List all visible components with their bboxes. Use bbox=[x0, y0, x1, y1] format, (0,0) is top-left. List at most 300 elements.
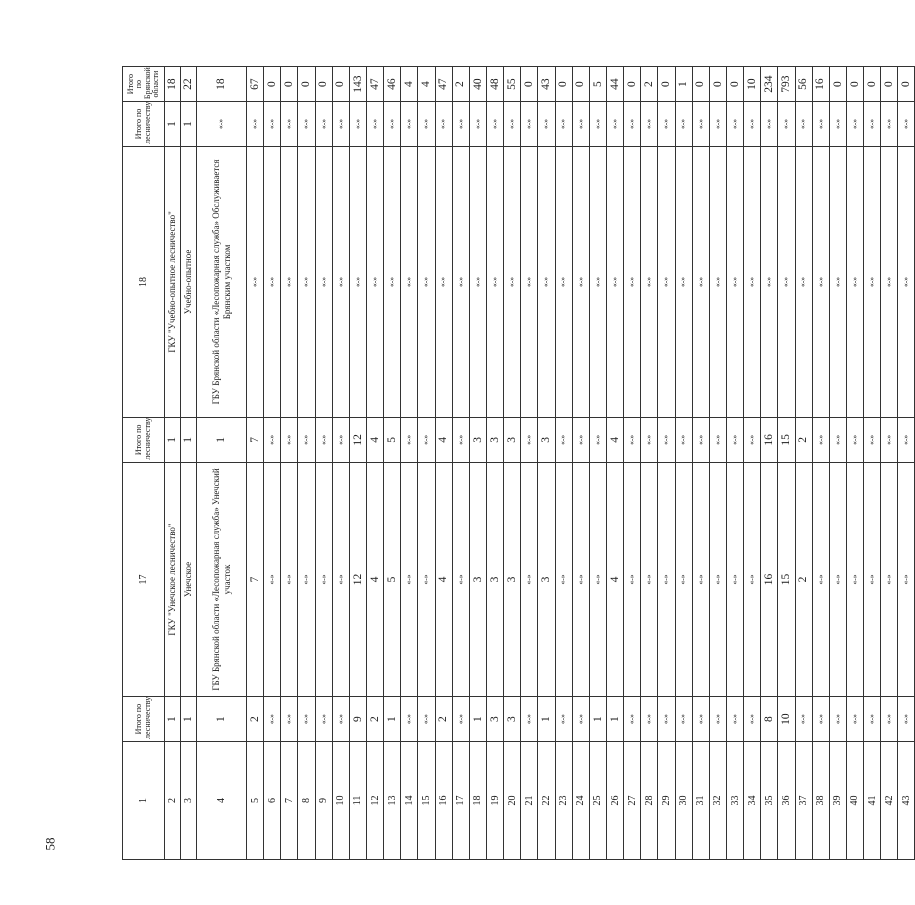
header-col-17: 17 bbox=[123, 462, 165, 697]
cell-b: «-» bbox=[812, 462, 829, 697]
table-row bbox=[606, 67, 623, 860]
cell-e: «-» bbox=[641, 102, 658, 147]
cell-n: 31 bbox=[692, 741, 709, 859]
cell-d: «-» bbox=[264, 146, 281, 417]
cell-f: 0 bbox=[709, 67, 726, 102]
cell-a: 10 bbox=[778, 697, 795, 742]
cell-d: «-» bbox=[366, 146, 383, 417]
cell-f: 67 bbox=[247, 67, 264, 102]
cell-e: «-» bbox=[486, 102, 503, 147]
cell-f: 18 bbox=[197, 67, 247, 102]
cell-d: «-» bbox=[435, 146, 452, 417]
cell-b: «-» bbox=[452, 462, 469, 697]
cell-e: 1 bbox=[181, 102, 197, 147]
cell-c: «-» bbox=[692, 418, 709, 463]
cell-d: «-» bbox=[418, 146, 435, 417]
cell-a: 3 bbox=[486, 697, 503, 742]
table-row bbox=[469, 67, 486, 860]
cell-n: 6 bbox=[264, 741, 281, 859]
cell-d: «-» bbox=[898, 146, 915, 417]
cell-d: «-» bbox=[401, 146, 418, 417]
cell-e: «-» bbox=[435, 102, 452, 147]
cell-e: «-» bbox=[829, 102, 846, 147]
cell-e: «-» bbox=[264, 102, 281, 147]
cell-d: «-» bbox=[864, 146, 881, 417]
cell-e: «-» bbox=[812, 102, 829, 147]
table-row bbox=[504, 67, 521, 860]
cell-n: 23 bbox=[555, 741, 572, 859]
cell-c: 1 bbox=[165, 418, 181, 463]
cell-b: «-» bbox=[846, 462, 863, 697]
cell-a: 3 bbox=[504, 697, 521, 742]
cell-b: «-» bbox=[829, 462, 846, 697]
cell-d: «-» bbox=[452, 146, 469, 417]
cell-e: «-» bbox=[384, 102, 401, 147]
cell-n: 43 bbox=[898, 741, 915, 859]
cell-n: 7 bbox=[281, 741, 298, 859]
table-row bbox=[744, 67, 761, 860]
cell-f: 0 bbox=[846, 67, 863, 102]
cell-b: «-» bbox=[692, 462, 709, 697]
cell-a: «-» bbox=[641, 697, 658, 742]
cell-b: 12 bbox=[349, 462, 366, 697]
page-number: 58 bbox=[42, 837, 58, 851]
cell-f: 143 bbox=[349, 67, 366, 102]
cell-c: «-» bbox=[332, 418, 349, 463]
cell-f: 0 bbox=[572, 67, 589, 102]
cell-c: «-» bbox=[281, 418, 298, 463]
cell-b: «-» bbox=[641, 462, 658, 697]
cell-e: «-» bbox=[555, 102, 572, 147]
cell-d: «-» bbox=[778, 146, 795, 417]
table-row bbox=[709, 67, 726, 860]
table-row bbox=[452, 67, 469, 860]
table-row bbox=[572, 67, 589, 860]
cell-f: 0 bbox=[726, 67, 743, 102]
cell-n: 36 bbox=[778, 741, 795, 859]
cell-f: 44 bbox=[606, 67, 623, 102]
cell-n: 4 bbox=[197, 741, 247, 859]
cell-n: 37 bbox=[795, 741, 812, 859]
table-row bbox=[332, 67, 349, 860]
cell-c: 16 bbox=[761, 418, 778, 463]
cell-f: 2 bbox=[452, 67, 469, 102]
cell-c: «-» bbox=[898, 418, 915, 463]
cell-a: «-» bbox=[281, 697, 298, 742]
cell-b: «-» bbox=[744, 462, 761, 697]
cell-c: «-» bbox=[709, 418, 726, 463]
cell-b: «-» bbox=[315, 462, 332, 697]
cell-c: «-» bbox=[572, 418, 589, 463]
cell-b: «-» bbox=[675, 462, 692, 697]
cell-b: «-» bbox=[898, 462, 915, 697]
cell-a: «-» bbox=[624, 697, 641, 742]
cell-e: «-» bbox=[572, 102, 589, 147]
cell-d: «-» bbox=[658, 146, 675, 417]
cell-e: «-» bbox=[898, 102, 915, 147]
cell-f: 47 bbox=[366, 67, 383, 102]
cell-b: «-» bbox=[298, 462, 315, 697]
cell-n: 5 bbox=[247, 741, 264, 859]
cell-b: 15 bbox=[778, 462, 795, 697]
cell-d: «-» bbox=[589, 146, 606, 417]
cell-d: «-» bbox=[812, 146, 829, 417]
cell-n: 32 bbox=[709, 741, 726, 859]
table-row bbox=[864, 67, 881, 860]
cell-b: «-» bbox=[281, 462, 298, 697]
cell-e: «-» bbox=[744, 102, 761, 147]
cell-b: 4 bbox=[366, 462, 383, 697]
cell-b: «-» bbox=[555, 462, 572, 697]
table-row bbox=[165, 67, 181, 860]
cell-e: «-» bbox=[298, 102, 315, 147]
cell-d: «-» bbox=[469, 146, 486, 417]
cell-f: 0 bbox=[298, 67, 315, 102]
cell-e: «-» bbox=[726, 102, 743, 147]
cell-f: 5 bbox=[589, 67, 606, 102]
cell-f: 0 bbox=[264, 67, 281, 102]
cell-a: «-» bbox=[332, 697, 349, 742]
cell-c: «-» bbox=[624, 418, 641, 463]
cell-a: «-» bbox=[675, 697, 692, 742]
table-row bbox=[418, 67, 435, 860]
cell-d: «-» bbox=[281, 146, 298, 417]
cell-b: «-» bbox=[864, 462, 881, 697]
cell-d: ГКУ "Учебно-опытное лесничество" bbox=[165, 146, 181, 417]
cell-c: 2 bbox=[795, 418, 812, 463]
cell-n: 41 bbox=[864, 741, 881, 859]
table-row bbox=[829, 67, 846, 860]
cell-a: «-» bbox=[744, 697, 761, 742]
cell-a: «-» bbox=[692, 697, 709, 742]
header-total-forestry-3: Итого по лесничеству bbox=[123, 102, 165, 147]
cell-e: «-» bbox=[795, 102, 812, 147]
cell-n: 17 bbox=[452, 741, 469, 859]
cell-e: «-» bbox=[864, 102, 881, 147]
cell-a: «-» bbox=[452, 697, 469, 742]
cell-n: 38 bbox=[812, 741, 829, 859]
cell-n: 21 bbox=[521, 741, 538, 859]
cell-n: 24 bbox=[572, 741, 589, 859]
header-no: 1 bbox=[123, 741, 165, 859]
cell-d: «-» bbox=[349, 146, 366, 417]
cell-n: 29 bbox=[658, 741, 675, 859]
table-row bbox=[795, 67, 812, 860]
table-row bbox=[658, 67, 675, 860]
table-row bbox=[197, 67, 247, 860]
cell-b: «-» bbox=[401, 462, 418, 697]
cell-c: 3 bbox=[469, 418, 486, 463]
cell-f: 0 bbox=[315, 67, 332, 102]
cell-a: 2 bbox=[435, 697, 452, 742]
cell-f: 22 bbox=[181, 67, 197, 102]
cell-b: 16 bbox=[761, 462, 778, 697]
cell-f: 10 bbox=[744, 67, 761, 102]
cell-c: «-» bbox=[726, 418, 743, 463]
cell-b: «-» bbox=[521, 462, 538, 697]
cell-n: 15 bbox=[418, 741, 435, 859]
cell-f: 1 bbox=[675, 67, 692, 102]
cell-e: «-» bbox=[658, 102, 675, 147]
cell-c: 4 bbox=[366, 418, 383, 463]
cell-a: «-» bbox=[812, 697, 829, 742]
table-row bbox=[761, 67, 778, 860]
cell-n: 2 bbox=[165, 741, 181, 859]
cell-c: «-» bbox=[744, 418, 761, 463]
cell-a: «-» bbox=[726, 697, 743, 742]
cell-d: «-» bbox=[744, 146, 761, 417]
cell-f: 4 bbox=[418, 67, 435, 102]
header-total-forestry-2: Итого по лесничеству bbox=[123, 418, 165, 463]
cell-f: 0 bbox=[692, 67, 709, 102]
cell-e: «-» bbox=[606, 102, 623, 147]
cell-c: 3 bbox=[504, 418, 521, 463]
cell-c: 5 bbox=[384, 418, 401, 463]
cell-n: 19 bbox=[486, 741, 503, 859]
cell-b: «-» bbox=[881, 462, 898, 697]
cell-e: «-» bbox=[692, 102, 709, 147]
cell-e: «-» bbox=[504, 102, 521, 147]
cell-a: «-» bbox=[298, 697, 315, 742]
cell-e: «-» bbox=[469, 102, 486, 147]
cell-n: 42 bbox=[881, 741, 898, 859]
cell-n: 18 bbox=[469, 741, 486, 859]
cell-c: 12 bbox=[349, 418, 366, 463]
cell-f: 43 bbox=[538, 67, 555, 102]
cell-d: «-» bbox=[555, 146, 572, 417]
table-row bbox=[181, 67, 197, 860]
cell-d: «-» bbox=[846, 146, 863, 417]
table-row bbox=[898, 67, 915, 860]
cell-e: «-» bbox=[589, 102, 606, 147]
rotated-table-wrapper bbox=[122, 66, 913, 860]
table-row bbox=[435, 67, 452, 860]
cell-d: «-» bbox=[384, 146, 401, 417]
cell-n: 39 bbox=[829, 741, 846, 859]
cell-a: 8 bbox=[761, 697, 778, 742]
cell-f: 0 bbox=[864, 67, 881, 102]
cell-f: 0 bbox=[281, 67, 298, 102]
table-row bbox=[264, 67, 281, 860]
cell-b: 2 bbox=[795, 462, 812, 697]
cell-e: «-» bbox=[709, 102, 726, 147]
cell-d: ГБУ Брянской области «Лесопожарная служба» Обслуживается Брянским участком bbox=[197, 146, 247, 417]
cell-n: 28 bbox=[641, 741, 658, 859]
cell-d: «-» bbox=[606, 146, 623, 417]
cell-e: «-» bbox=[452, 102, 469, 147]
table-row bbox=[812, 67, 829, 860]
table-row bbox=[692, 67, 709, 860]
cell-a: 1 bbox=[181, 697, 197, 742]
cell-b: Унечское bbox=[181, 462, 197, 697]
cell-a: 1 bbox=[197, 697, 247, 742]
cell-a: «-» bbox=[401, 697, 418, 742]
cell-d: «-» bbox=[624, 146, 641, 417]
cell-c: «-» bbox=[881, 418, 898, 463]
table-row bbox=[589, 67, 606, 860]
forestry-summary-table bbox=[122, 66, 915, 860]
cell-n: 27 bbox=[624, 741, 641, 859]
cell-c: «-» bbox=[555, 418, 572, 463]
cell-c: 1 bbox=[181, 418, 197, 463]
cell-c: «-» bbox=[521, 418, 538, 463]
cell-f: 793 bbox=[778, 67, 795, 102]
cell-c: «-» bbox=[589, 418, 606, 463]
cell-b: «-» bbox=[726, 462, 743, 697]
cell-a: «-» bbox=[864, 697, 881, 742]
cell-b: 3 bbox=[486, 462, 503, 697]
cell-e: «-» bbox=[761, 102, 778, 147]
cell-n: 16 bbox=[435, 741, 452, 859]
cell-n: 8 bbox=[298, 741, 315, 859]
cell-b: «-» bbox=[658, 462, 675, 697]
table-body bbox=[123, 67, 915, 860]
cell-e: «-» bbox=[332, 102, 349, 147]
cell-f: 40 bbox=[469, 67, 486, 102]
cell-c: «-» bbox=[264, 418, 281, 463]
cell-e: «-» bbox=[881, 102, 898, 147]
cell-n: 25 bbox=[589, 741, 606, 859]
cell-b: «-» bbox=[264, 462, 281, 697]
cell-f: 0 bbox=[658, 67, 675, 102]
cell-f: 56 bbox=[795, 67, 812, 102]
table-row bbox=[675, 67, 692, 860]
cell-d: «-» bbox=[795, 146, 812, 417]
header-col-18: 18 bbox=[123, 146, 165, 417]
cell-d: «-» bbox=[486, 146, 503, 417]
cell-f: 0 bbox=[624, 67, 641, 102]
cell-b: 3 bbox=[504, 462, 521, 697]
cell-c: 15 bbox=[778, 418, 795, 463]
cell-a: 1 bbox=[165, 697, 181, 742]
cell-b: «-» bbox=[624, 462, 641, 697]
cell-d: «-» bbox=[881, 146, 898, 417]
cell-a: «-» bbox=[572, 697, 589, 742]
cell-d: Учебно-опытное bbox=[181, 146, 197, 417]
cell-e: «-» bbox=[418, 102, 435, 147]
cell-d: «-» bbox=[761, 146, 778, 417]
table-row bbox=[366, 67, 383, 860]
cell-a: 1 bbox=[384, 697, 401, 742]
cell-a: 2 bbox=[247, 697, 264, 742]
cell-n: 14 bbox=[401, 741, 418, 859]
table-row bbox=[521, 67, 538, 860]
cell-e: «-» bbox=[778, 102, 795, 147]
table-row bbox=[281, 67, 298, 860]
header-total-forestry-1: Итого по лесничеству bbox=[123, 697, 165, 742]
cell-c: «-» bbox=[315, 418, 332, 463]
cell-f: 46 bbox=[384, 67, 401, 102]
table-row bbox=[881, 67, 898, 860]
cell-n: 22 bbox=[538, 741, 555, 859]
header-total-region: Итого по Брянской области bbox=[123, 67, 165, 102]
cell-f: 0 bbox=[555, 67, 572, 102]
cell-c: 7 bbox=[247, 418, 264, 463]
cell-f: 18 bbox=[165, 67, 181, 102]
cell-c: «-» bbox=[812, 418, 829, 463]
cell-a: «-» bbox=[264, 697, 281, 742]
cell-a: «-» bbox=[709, 697, 726, 742]
cell-b: «-» bbox=[418, 462, 435, 697]
cell-f: 0 bbox=[898, 67, 915, 102]
cell-a: 1 bbox=[606, 697, 623, 742]
cell-d: «-» bbox=[298, 146, 315, 417]
table-row bbox=[315, 67, 332, 860]
cell-a: «-» bbox=[829, 697, 846, 742]
cell-c: «-» bbox=[401, 418, 418, 463]
cell-n: 12 bbox=[366, 741, 383, 859]
cell-c: «-» bbox=[829, 418, 846, 463]
cell-c: 3 bbox=[538, 418, 555, 463]
cell-f: 0 bbox=[881, 67, 898, 102]
cell-c: «-» bbox=[864, 418, 881, 463]
cell-a: «-» bbox=[881, 697, 898, 742]
cell-d: «-» bbox=[709, 146, 726, 417]
table-row bbox=[298, 67, 315, 860]
cell-d: «-» bbox=[538, 146, 555, 417]
cell-a: «-» bbox=[418, 697, 435, 742]
cell-a: 1 bbox=[469, 697, 486, 742]
cell-e: «-» bbox=[624, 102, 641, 147]
cell-n: 10 bbox=[332, 741, 349, 859]
cell-n: 20 bbox=[504, 741, 521, 859]
cell-b: 7 bbox=[247, 462, 264, 697]
cell-f: 0 bbox=[829, 67, 846, 102]
cell-f: 4 bbox=[401, 67, 418, 102]
cell-e: «-» bbox=[846, 102, 863, 147]
cell-c: «-» bbox=[452, 418, 469, 463]
cell-e: «-» bbox=[247, 102, 264, 147]
header-row bbox=[123, 67, 165, 860]
cell-n: 34 bbox=[744, 741, 761, 859]
cell-n: 13 bbox=[384, 741, 401, 859]
cell-b: 4 bbox=[435, 462, 452, 697]
cell-f: 2 bbox=[641, 67, 658, 102]
table-row bbox=[486, 67, 503, 860]
table-row bbox=[247, 67, 264, 860]
cell-f: 47 bbox=[435, 67, 452, 102]
cell-e: «-» bbox=[366, 102, 383, 147]
cell-n: 26 bbox=[606, 741, 623, 859]
cell-b: 5 bbox=[384, 462, 401, 697]
cell-c: 4 bbox=[606, 418, 623, 463]
cell-a: «-» bbox=[555, 697, 572, 742]
cell-e: «-» bbox=[521, 102, 538, 147]
table-row bbox=[778, 67, 795, 860]
cell-a: «-» bbox=[846, 697, 863, 742]
cell-c: 4 bbox=[435, 418, 452, 463]
cell-f: 0 bbox=[332, 67, 349, 102]
cell-b: «-» bbox=[332, 462, 349, 697]
table-row bbox=[384, 67, 401, 860]
cell-f: 48 bbox=[486, 67, 503, 102]
cell-f: 234 bbox=[761, 67, 778, 102]
cell-b: «-» bbox=[589, 462, 606, 697]
cell-b: 3 bbox=[469, 462, 486, 697]
cell-c: 3 bbox=[486, 418, 503, 463]
table-row bbox=[538, 67, 555, 860]
cell-a: «-» bbox=[658, 697, 675, 742]
cell-a: «-» bbox=[898, 697, 915, 742]
cell-n: 33 bbox=[726, 741, 743, 859]
table-row bbox=[401, 67, 418, 860]
cell-d: «-» bbox=[572, 146, 589, 417]
table-row bbox=[624, 67, 641, 860]
cell-e: «-» bbox=[349, 102, 366, 147]
cell-a: 1 bbox=[538, 697, 555, 742]
cell-e: «-» bbox=[281, 102, 298, 147]
cell-d: «-» bbox=[829, 146, 846, 417]
